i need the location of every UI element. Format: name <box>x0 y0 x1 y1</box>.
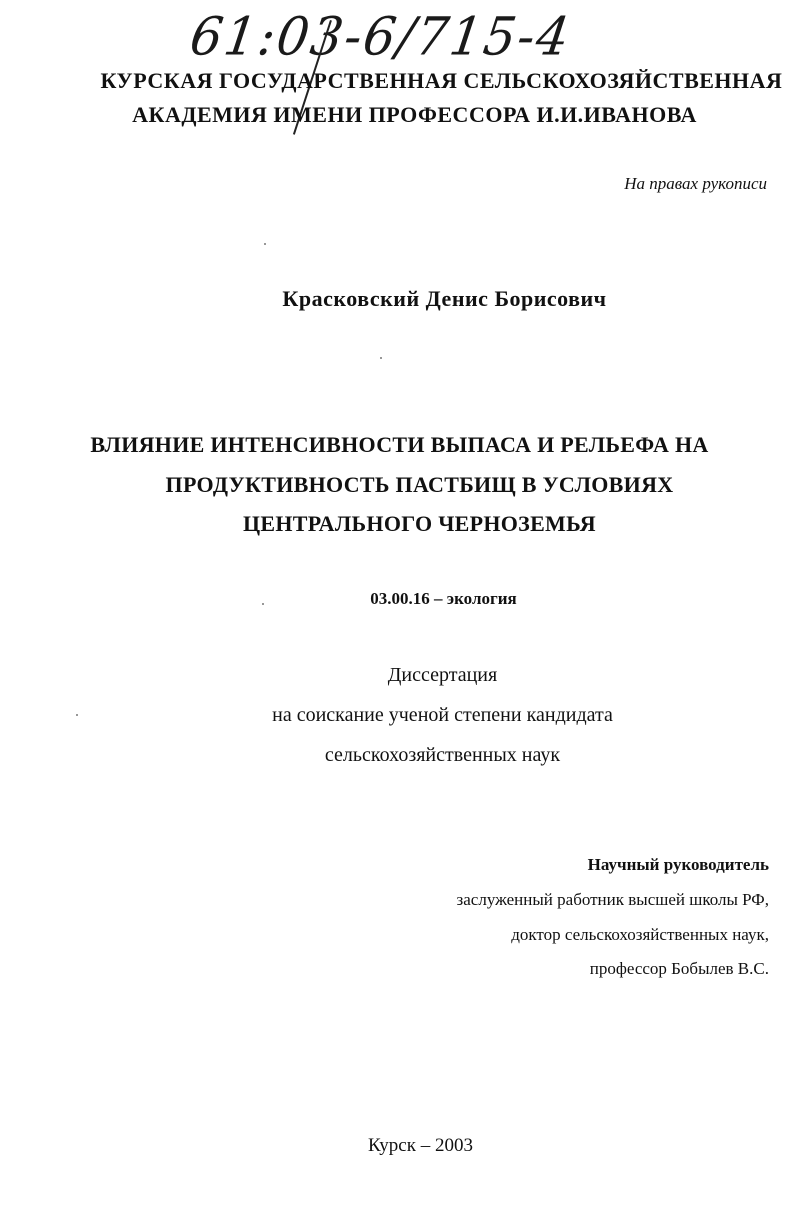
title-line-1: ВЛИЯНИЕ ИНТЕНСИВНОСТИ ВЫПАСА И РЕЛЬЕФА НА <box>90 432 709 457</box>
supervisor-line-3: профессор Бобылев В.С. <box>589 959 769 978</box>
title-line-2: ПРОДУКТИВНОСТЬ ПАСТБИЩ В УСЛОВИЯХ <box>165 472 674 497</box>
scan-speck <box>76 714 78 716</box>
place-year: Курск – 2003 <box>368 1135 473 1156</box>
handwritten-archive-number: 61:03-6/715-4 <box>186 6 575 67</box>
specialty-code: 03.00.16 – экология <box>370 589 517 608</box>
author-name: Красковский Денис Борисович <box>282 286 607 311</box>
supervisor-line-1: заслуженный работник высшей школы РФ, <box>456 890 769 909</box>
title-line-3: ЦЕНТРАЛЬНОГО ЧЕРНОЗЕМЬЯ <box>242 511 596 536</box>
dissertation-line-2: на соискание ученой степени кандидата <box>272 704 613 726</box>
dissertation-line-3: сельскохозяйственных наук <box>324 744 561 766</box>
institution-line-1: КУРСКАЯ ГОСУДАРСТВЕННАЯ СЕЛЬСКОХОЗЯЙСТВЕННАЯ <box>100 68 783 93</box>
scan-speck <box>264 243 266 245</box>
scan-speck <box>262 603 264 605</box>
rights-note: На правах рукописи <box>624 174 767 193</box>
institution-line-2: АКАДЕМИЯ ИМЕНИ ПРОФЕССОРА И.И.ИВАНОВА <box>132 102 697 127</box>
scan-speck <box>380 357 382 359</box>
supervisor-heading: Научный руководитель <box>587 855 769 874</box>
supervisor-line-2: доктор сельскохозяйственных наук, <box>511 925 769 944</box>
dissertation-line-1: Диссертация <box>387 664 498 686</box>
